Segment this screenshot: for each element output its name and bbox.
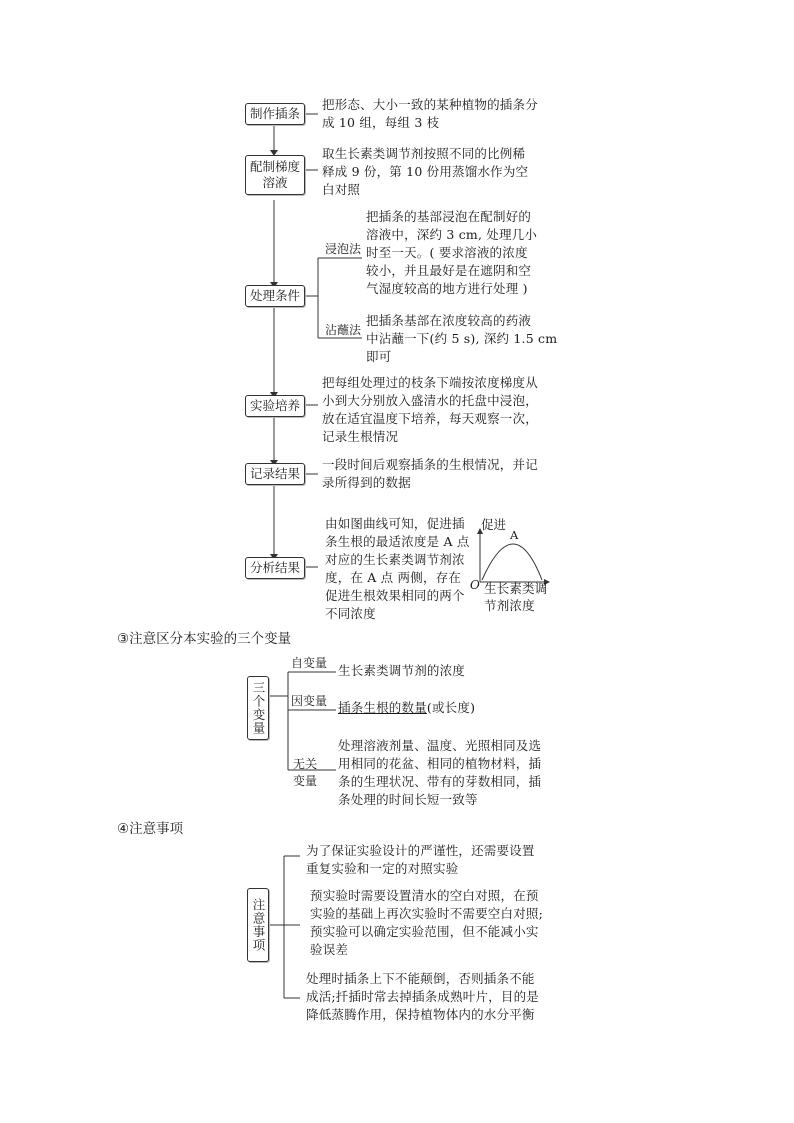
step-prepare-solution-desc: 取生长素类调节剂按照不同的比例稀 释成 9 份，第 10 份用蒸馏水作为空 白对照 [322,146,529,197]
three-variables-box: 三个变量 [247,676,269,740]
dependent-variable-rest: (或长度) [426,700,476,715]
step-make-cuttings-desc: 把形态、大小一致的某种植物的插条分 成 10 组，每组 3 枝 [322,97,538,130]
dip-method-label: 沾蘸法 [325,323,362,337]
dependent-variable-label: 因变量 [291,694,328,708]
notes-box: 注意事项 [247,888,269,962]
chart-y-label: 促进 [481,517,507,532]
step-culture-box: 实验培养 [245,395,305,417]
step-treatment-box: 处理条件 [245,285,305,307]
independent-variable-label: 自变量 [291,656,328,670]
soak-method-label: 浸泡法 [325,242,362,256]
chart-curve [482,544,542,580]
section4-title: ④注意事项 [117,821,184,837]
step-analyze-desc: 由如图曲线可知，促进插 条生根的最适浓度是 A 点 对应的生长素类调节剂浓 度，在 A 点 两侧，存在 促进生根效果相同的两个 不同浓度 [325,516,470,621]
section3-title: ③注意区分本实验的三个变量 [117,631,292,647]
step-record-box: 记录结果 [245,463,305,485]
step-analyze-box: 分析结果 [245,557,305,579]
independent-variable-desc: 生长素类调节剂的浓度 [338,663,466,678]
step-record-desc: 一段时间后观察插条的生根情况，并记 录所得到的数据 [322,457,538,490]
step-make-cuttings-box: 制作插条 [245,103,305,125]
extraneous-variable-label: 无关 变量 [293,757,318,788]
chart-x-label: 生长素类调 节剂浓度 [484,581,548,613]
dip-method-desc: 把插条基部在浓度较高的药液 中沾蘸一下(约 5 s), 深约 1.5 cm 即可 [366,313,558,364]
extraneous-variable-desc: 处理溶液剂量、温度、光照相同及选 用相同的花盆、相同的植物材料，插 条的生理状况、带有的芽数相同，插 条处理的时间长短一致等 [338,738,542,807]
soak-method-desc: 把插条的基部浸泡在配制好的 溶液中，深约 3 cm, 处理几小 时至一天。( 要求溶液的浓度 较小，并且最好是在遮阴和空 气湿度较高的地方进行处理 ) [366,209,538,296]
chart-origin-label: O [470,578,480,592]
note-item-3: 处理时插条上下不能颠倒，否则插条不能 成活;扦插时常去掉插条成熟叶片，目的是 降低蒸腾作用，保持植物体内的水分平衡 [306,971,540,1022]
step-culture-desc: 把每组处理过的枝条下端按浓度梯度从 小到大分别放入盛清水的托盘中浸泡， 放在适宜温度下培养，每天观察一次， 记录生根情况 [322,375,538,444]
chart-peak-label: A [510,528,519,542]
dependent-variable-underlined: 插条生根的数量 [338,700,427,715]
dependent-variable-desc [338,699,475,717]
note-item-2: 预实验时需要设置清水的空白对照，在预 实验的基础上再次实验时不需要空白对照; 预实验可以确定实验范围，但不能减小实 验误差 [310,888,544,957]
step-prepare-solution-box: 配制梯度 溶液 [245,155,305,195]
note-item-1: 为了保证实验设计的严谨性，还需要设置 重复实验和一定的对照实验 [306,843,535,876]
